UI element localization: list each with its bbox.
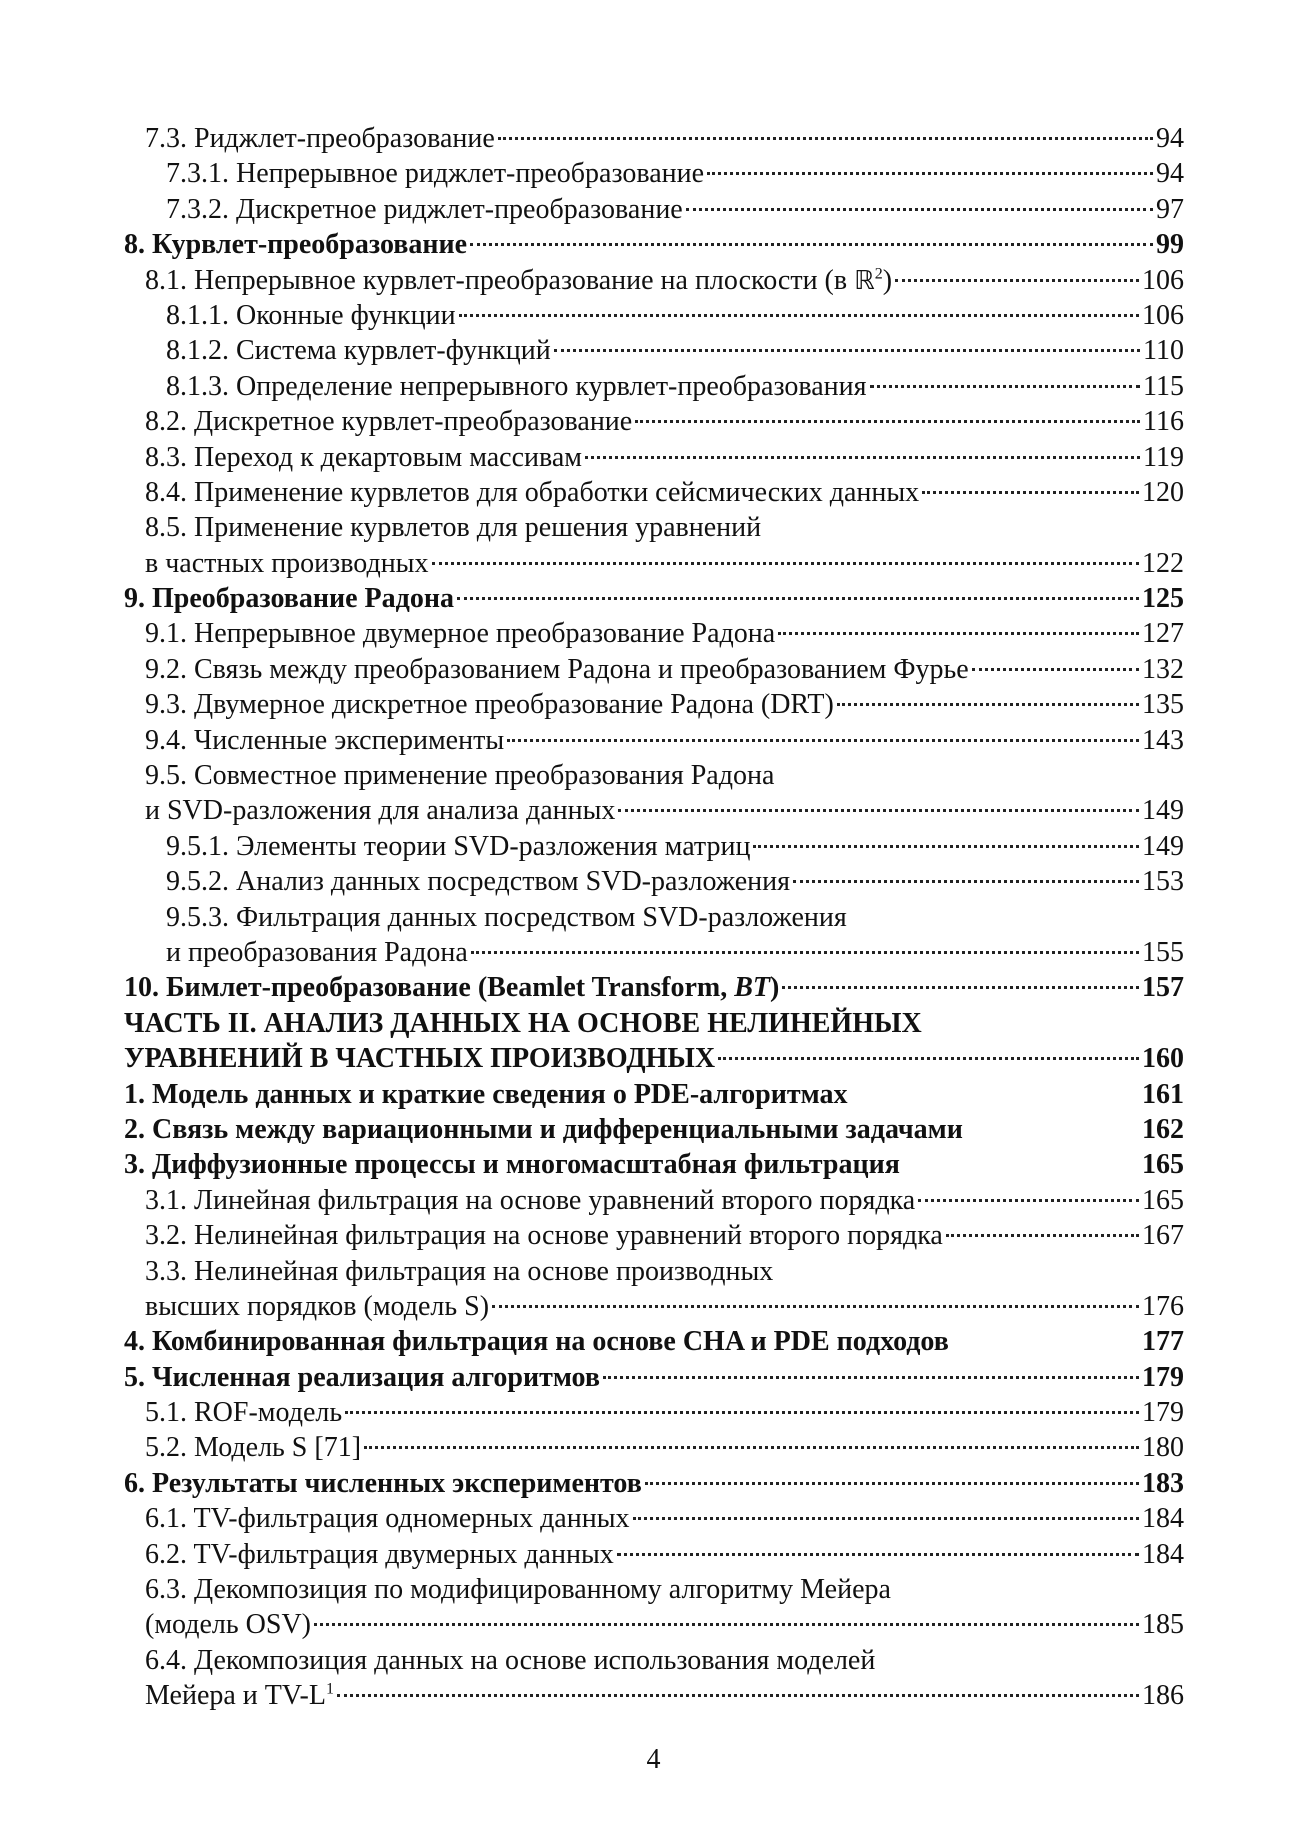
dot-leader bbox=[972, 668, 1139, 671]
toc-entry-title: 8.1.2. Система курвлет-функций bbox=[166, 335, 551, 367]
dot-leader bbox=[314, 1623, 1139, 1626]
toc-entry-page: 167 bbox=[1142, 1220, 1184, 1252]
toc-entry[interactable] bbox=[124, 758, 1184, 793]
toc-entry-page: 122 bbox=[1142, 547, 1184, 579]
toc-entry[interactable] bbox=[124, 1183, 1184, 1218]
toc-entry-page: 149 bbox=[1142, 795, 1184, 827]
dot-leader bbox=[459, 314, 1139, 317]
toc-entry-page: 165 bbox=[1142, 1184, 1184, 1216]
dot-leader bbox=[364, 1446, 1139, 1449]
toc-entry-title: 5.1. ROF-модель bbox=[145, 1397, 343, 1429]
toc-entry[interactable] bbox=[124, 333, 1184, 368]
toc-entry[interactable] bbox=[124, 1643, 1184, 1678]
toc-chapter-entry[interactable] bbox=[124, 1112, 1184, 1147]
toc-entry-title: 3.3. Нелинейная фильтрация на основе производных bbox=[145, 1255, 774, 1287]
toc-entry-title: 3.2. Нелинейная фильтрация на основе уравнений второго порядка bbox=[145, 1220, 943, 1252]
toc-entry-title: высших порядков (модель S) bbox=[145, 1290, 490, 1322]
toc-entry[interactable] bbox=[124, 1254, 1184, 1289]
toc-entry-title: (модель OSV) bbox=[145, 1609, 311, 1641]
toc-entry-title: 9.5.2. Анализ данных посредством SVD-разложения bbox=[166, 866, 790, 898]
toc-entry[interactable] bbox=[124, 652, 1184, 687]
toc-entry[interactable] bbox=[124, 156, 1184, 191]
toc-entry-page: 176 bbox=[1142, 1290, 1184, 1322]
toc-entry-page: 179 bbox=[1142, 1361, 1184, 1393]
toc-entry-title: 5. Численная реализация алгоритмов bbox=[124, 1361, 600, 1393]
toc-chapter-entry[interactable] bbox=[124, 1466, 1184, 1501]
toc-entry[interactable] bbox=[124, 829, 1184, 864]
toc-entry-page: 153 bbox=[1142, 866, 1184, 898]
toc-entry-title: 9. Преобразование Радона bbox=[124, 583, 454, 615]
toc-entry-page: 149 bbox=[1142, 830, 1184, 862]
dot-leader bbox=[337, 1694, 1139, 1697]
toc-entry-page: 180 bbox=[1142, 1432, 1184, 1464]
toc-entry-title: 3.1. Линейная фильтрация на основе уравнений второго порядка bbox=[145, 1184, 916, 1216]
toc-entry-title: 8. Курвлет-преобразование bbox=[124, 229, 468, 261]
toc-entry[interactable] bbox=[124, 510, 1184, 545]
toc-entry-page: 143 bbox=[1142, 724, 1184, 756]
toc-entry-title: 7.3.1. Непрерывное риджлет-преобразование bbox=[166, 158, 705, 190]
toc-part-entry[interactable] bbox=[124, 1006, 1184, 1041]
toc-entry-title: 3. Диффузионные процессы и многомасштабная фильтрация bbox=[124, 1149, 900, 1181]
toc-entry-title: и преобразования Радона bbox=[166, 936, 468, 968]
toc-entry-page: 177 bbox=[1142, 1326, 1184, 1358]
toc-entry-title: 8.5. Применение курвлетов для решения уравнений bbox=[145, 512, 762, 544]
dot-leader bbox=[617, 1553, 1139, 1556]
toc-entry-page: 94 bbox=[1156, 123, 1184, 154]
dot-leader bbox=[492, 1305, 1139, 1308]
toc-entry-title-tail: ) bbox=[769, 972, 780, 1004]
dot-leader bbox=[345, 1411, 1139, 1414]
toc-entry[interactable] bbox=[124, 263, 1184, 298]
dot-leader bbox=[895, 279, 1139, 282]
toc-entry[interactable] bbox=[124, 687, 1184, 722]
toc-entry-title: и SVD-разложения для анализа данных bbox=[145, 795, 616, 827]
toc-chapter-entry[interactable] bbox=[124, 227, 1184, 262]
toc-entry-continuation[interactable] bbox=[124, 1607, 1184, 1642]
toc-entry-page: 135 bbox=[1142, 689, 1184, 721]
toc-entry-continuation[interactable] bbox=[124, 793, 1184, 828]
toc-entry-title: 9.5. Совместное применение преобразования Радона bbox=[145, 760, 775, 792]
toc-chapter-entry[interactable] bbox=[124, 1324, 1184, 1359]
toc-entry-title: 9.1. Непрерывное двумерное преобразование Радона bbox=[145, 618, 776, 650]
toc-entry[interactable] bbox=[124, 298, 1184, 333]
dot-leader bbox=[870, 385, 1141, 388]
toc-entry[interactable] bbox=[124, 1537, 1184, 1572]
toc-chapter-entry[interactable] bbox=[124, 1077, 1184, 1112]
toc-chapter-entry[interactable] bbox=[124, 1147, 1184, 1182]
dot-leader bbox=[922, 491, 1139, 494]
toc-entry[interactable] bbox=[124, 369, 1184, 404]
toc-entry-title: 1. Модель данных и краткие сведения о PDE-алгоритмах bbox=[124, 1078, 848, 1110]
dot-leader bbox=[633, 1517, 1139, 1520]
superscript: 1 bbox=[325, 1680, 334, 1698]
toc-entry-page: 185 bbox=[1142, 1609, 1184, 1641]
toc-entry[interactable] bbox=[124, 900, 1184, 935]
toc-entry-title: 8.2. Дискретное курвлет-преобразование bbox=[145, 406, 633, 438]
toc-entry-continuation[interactable] bbox=[124, 1678, 1184, 1713]
toc-entry-page: 184 bbox=[1142, 1538, 1184, 1570]
toc-entry-title-text: 10. Бимлет-преобразование (Beamlet Transform, bbox=[124, 972, 735, 1004]
toc-entry-page: 161 bbox=[1142, 1078, 1184, 1110]
toc-entry-title bbox=[145, 1678, 334, 1713]
toc-entry[interactable] bbox=[124, 192, 1184, 227]
toc-entry-title: ЧАСТЬ II. АНАЛИЗ ДАННЫХ НА ОСНОВЕ НЕЛИНЕЙНЫХ bbox=[124, 1007, 922, 1039]
toc-entry-title-text: 8.1. Непрерывное курвлет-преобразование на плоскости (в bbox=[145, 264, 855, 296]
toc-entry-title bbox=[145, 263, 892, 299]
toc-entry-title: 6.1. TV-фильтрация одномерных данных bbox=[145, 1503, 630, 1535]
toc-entry-title: 8.1.1. Оконные функции bbox=[166, 299, 456, 331]
toc-entry-page: 132 bbox=[1142, 653, 1184, 685]
toc-entry-page: 160 bbox=[1142, 1043, 1184, 1075]
toc-entry[interactable] bbox=[124, 723, 1184, 758]
toc-entry[interactable] bbox=[124, 1430, 1184, 1465]
toc-entry-continuation[interactable] bbox=[124, 935, 1184, 970]
toc-entry[interactable] bbox=[124, 1218, 1184, 1253]
toc-entry-page: 99 bbox=[1156, 229, 1184, 261]
dot-leader bbox=[432, 562, 1140, 565]
toc-entry-title: 9.4. Численные эксперименты bbox=[145, 724, 505, 756]
toc-entry-title: в частных производных bbox=[145, 547, 429, 579]
toc-entry-title: 7.3.2. Дискретное риджлет-преобразование bbox=[166, 193, 683, 225]
toc-entry[interactable] bbox=[124, 864, 1184, 899]
toc-entry-page: 157 bbox=[1142, 972, 1184, 1004]
toc-entry-page: 106 bbox=[1142, 264, 1184, 296]
toc-entry-page: 125 bbox=[1142, 583, 1184, 615]
toc-entry-page: 106 bbox=[1142, 299, 1184, 331]
dot-leader bbox=[457, 597, 1139, 600]
dot-leader bbox=[645, 1482, 1139, 1485]
toc-entry-continuation[interactable] bbox=[124, 1289, 1184, 1324]
toc-entry-title: 9.3. Двумерное дискретное преобразование Радона (DRT) bbox=[145, 689, 834, 721]
toc-entry[interactable] bbox=[124, 121, 1184, 156]
toc-chapter-entry[interactable] bbox=[124, 581, 1184, 616]
dot-leader bbox=[782, 986, 1139, 989]
dot-leader bbox=[718, 1057, 1139, 1060]
dot-leader bbox=[603, 1376, 1139, 1379]
toc-entry-page: 120 bbox=[1142, 476, 1184, 508]
dot-leader bbox=[837, 703, 1139, 706]
toc-entry[interactable] bbox=[124, 1395, 1184, 1430]
dot-leader bbox=[707, 172, 1153, 175]
dot-leader bbox=[470, 243, 1153, 246]
dot-leader bbox=[753, 845, 1139, 848]
toc-entry[interactable] bbox=[124, 1572, 1184, 1607]
toc-entry[interactable] bbox=[124, 616, 1184, 651]
toc-entry-title: 6.3. Декомпозиция по модифицированному алгоритму Мейера bbox=[145, 1574, 891, 1606]
toc-entry-page: 184 bbox=[1142, 1503, 1184, 1535]
dot-leader bbox=[793, 880, 1139, 883]
toc-entry[interactable] bbox=[124, 404, 1184, 439]
toc-entry-title: 8.4. Применение курвлетов для обработки сейсмических данных bbox=[145, 476, 920, 508]
toc-entry-title: 6.4. Декомпозиция данных на основе использования моделей bbox=[145, 1644, 876, 1676]
toc-chapter-entry[interactable] bbox=[124, 1360, 1184, 1395]
toc-entry-title-em: BT bbox=[734, 972, 770, 1004]
toc-entry-title: 9.5.1. Элементы теории SVD-разложения матриц bbox=[166, 830, 751, 862]
dot-leader bbox=[507, 739, 1139, 742]
toc-entry-page: 97 bbox=[1156, 193, 1184, 225]
toc-entry-page: 179 bbox=[1142, 1397, 1184, 1429]
toc-entry-title bbox=[124, 970, 779, 1005]
toc-entry-title-text: Мейера и TV-L bbox=[145, 1680, 326, 1712]
dot-leader bbox=[946, 1234, 1139, 1237]
toc-entry-page: 127 bbox=[1142, 618, 1184, 650]
superscript: 2 bbox=[874, 265, 883, 283]
toc-entry-page: 94 bbox=[1156, 158, 1184, 190]
toc-entry-title: 8.1.3. Определение непрерывного курвлет-преобразования bbox=[166, 370, 867, 402]
dot-leader bbox=[585, 456, 1140, 459]
toc-entry-title: 5.2. Модель S [71] bbox=[145, 1432, 362, 1464]
toc-entry-title: 9.5.3. Фильтрация данных посредством SVD-разложения bbox=[166, 901, 847, 933]
toc-entry-title: 6.2. TV-фильтрация двумерных данных bbox=[145, 1538, 614, 1570]
real-numbers-symbol: ℝ bbox=[854, 265, 875, 296]
toc-entry-continuation[interactable] bbox=[124, 546, 1184, 581]
toc-entry-title: 7.3. Риджлет-преобразование bbox=[145, 123, 495, 154]
toc-entry-page: 115 bbox=[1143, 370, 1184, 402]
toc-entry-page: 110 bbox=[1143, 335, 1184, 367]
toc-entry-title: 6. Результаты численных экспериментов bbox=[124, 1467, 642, 1499]
toc-entry-page: 186 bbox=[1142, 1680, 1184, 1712]
page-number: 4 bbox=[646, 1744, 661, 1775]
dot-leader bbox=[918, 1199, 1139, 1202]
dot-leader bbox=[618, 809, 1139, 812]
toc-entry-page: 183 bbox=[1142, 1467, 1184, 1499]
toc-entry-page: 165 bbox=[1142, 1149, 1184, 1181]
toc-entry[interactable] bbox=[124, 1501, 1184, 1536]
toc-entry[interactable] bbox=[124, 440, 1184, 475]
toc-entry[interactable] bbox=[124, 475, 1184, 510]
dot-leader bbox=[498, 137, 1153, 140]
toc-entry-page: 116 bbox=[1143, 406, 1184, 438]
toc-entry-title: УРАВНЕНИЙ В ЧАСТНЫХ ПРОИЗВОДНЫХ bbox=[124, 1043, 716, 1075]
toc-entry-title: 9.2. Связь между преобразованием Радона и преобразованием Фурье bbox=[145, 653, 969, 685]
toc-entry-page: 119 bbox=[1143, 441, 1184, 473]
dot-leader bbox=[635, 420, 1140, 423]
toc-entry-title: 2. Связь между вариационными и дифференциальными задачами bbox=[124, 1113, 963, 1145]
toc-entry-title: 4. Комбинированная фильтрация на основе CHA и PDE подходов bbox=[124, 1326, 949, 1358]
toc-entry-title-tail: ) bbox=[882, 264, 893, 296]
toc-entry-page: 162 bbox=[1142, 1113, 1184, 1145]
table-of-contents bbox=[124, 121, 1184, 1714]
dot-leader bbox=[686, 208, 1153, 211]
toc-chapter-entry[interactable] bbox=[124, 970, 1184, 1005]
dot-leader bbox=[778, 632, 1139, 635]
toc-part-entry-continuation[interactable] bbox=[124, 1041, 1184, 1076]
toc-entry-title: 8.3. Переход к декартовым массивам bbox=[145, 441, 583, 473]
dot-leader bbox=[471, 951, 1139, 954]
toc-entry-page: 155 bbox=[1142, 936, 1184, 968]
dot-leader bbox=[554, 349, 1140, 352]
